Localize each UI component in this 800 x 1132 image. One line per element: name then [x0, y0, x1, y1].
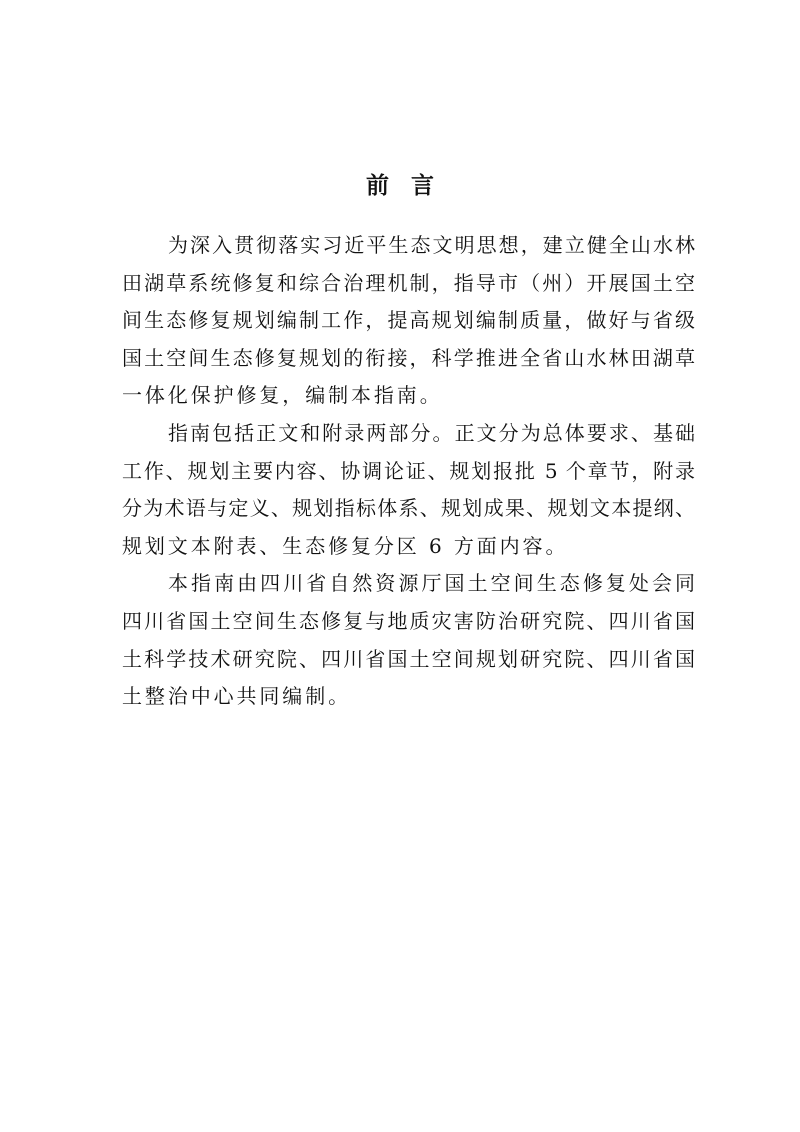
- paragraph-line: 分为术语与定义、规划指标体系、规划成果、规划文本提纲、: [122, 496, 695, 521]
- paragraph-line: 为深入贯彻落实习近平生态文明思想，建立健全山水林: [168, 233, 695, 257]
- paragraph-line: 四川省国土空间生态修复与地质灾害防治研究院、四川省国: [122, 608, 695, 633]
- paragraph-line: 间生态修复规划编制工作，提高规划编制质量，做好与省级: [122, 308, 695, 333]
- paragraph-line: 一体化保护修复，编制本指南。: [122, 383, 443, 408]
- paragraph-line: 本指南由四川省自然资源厅国土空间生态修复处会同: [168, 571, 695, 596]
- paragraph-line: 国土空间生态修复规划的衔接，科学推进全省山水林田湖草: [122, 345, 695, 370]
- document-body: [122, 227, 695, 716]
- page-title: 前言: [366, 172, 456, 199]
- paragraph: [122, 565, 695, 715]
- paragraph-line: 田湖草系统修复和综合治理机制，指导市（州）开展国土空: [122, 270, 695, 295]
- paragraph: [122, 415, 695, 565]
- paragraph-line: 土整治中心共同编制。: [122, 684, 351, 709]
- paragraph-line: 土科学技术研究院、四川省国土空间规划研究院、四川省国: [122, 646, 695, 671]
- paragraph: [122, 227, 695, 415]
- paragraph-line: 规划文本附表、生态修复分区 6 方面内容。: [122, 533, 569, 558]
- paragraph-line: 工作、规划主要内容、协调论证、规划报批 5 个章节，附录: [122, 458, 695, 483]
- paragraph-line: 指南包括正文和附录两部分。正文分为总体要求、基础: [168, 420, 695, 445]
